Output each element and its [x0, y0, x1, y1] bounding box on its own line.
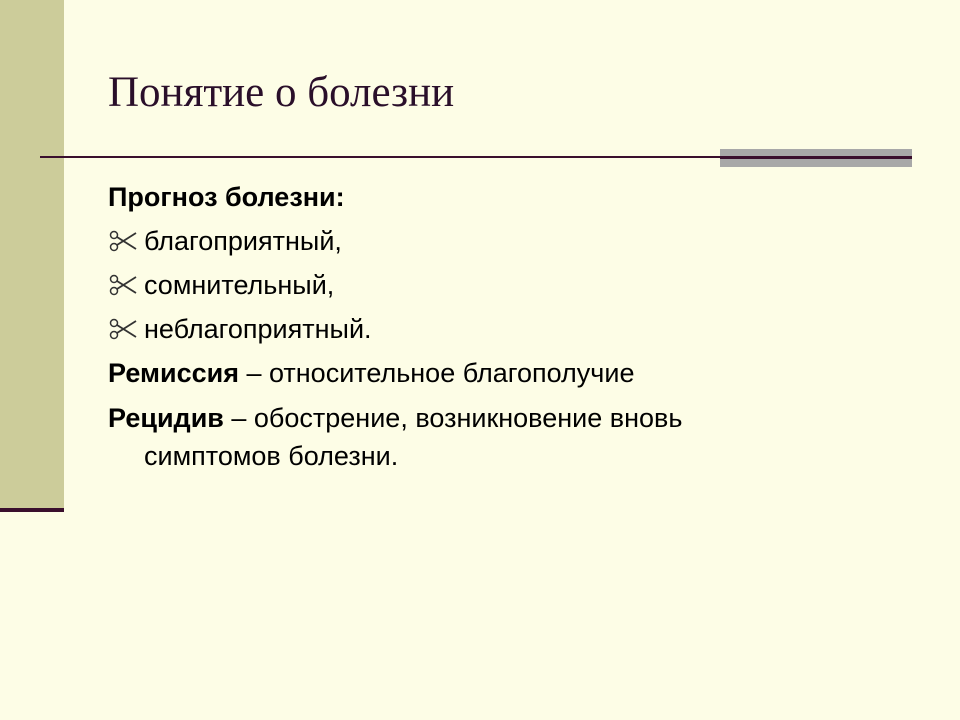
slide-body: [108, 175, 908, 475]
remission-text: – относительное благополучие: [238, 358, 635, 388]
bullet-text: сомнительный,: [144, 270, 335, 300]
list-item: [108, 219, 908, 263]
scissors-icon: [108, 227, 140, 255]
prognosis-heading: Прогноз болезни:: [108, 182, 345, 212]
bullet-text: неблагоприятный.: [144, 314, 372, 344]
relapse-definition: [108, 399, 908, 437]
list-item: [108, 263, 908, 307]
scissors-icon: [108, 315, 140, 343]
title-divider-accent-line: [720, 156, 912, 159]
side-decor-bar: [0, 0, 64, 510]
relapse-term: Рецидив: [108, 403, 224, 433]
slide-title: Понятие о болезни: [108, 69, 455, 116]
list-item: [108, 307, 908, 351]
scissors-icon: [108, 271, 140, 299]
side-decor-line: [0, 508, 64, 512]
bullet-text: благоприятный,: [144, 226, 342, 256]
remission-term: Ремиссия: [108, 358, 239, 388]
remission-definition: [108, 351, 908, 395]
relapse-text-line2: симптомов болезни.: [144, 441, 399, 471]
relapse-text-line1: – обострение, возникновение вновь: [223, 403, 683, 433]
